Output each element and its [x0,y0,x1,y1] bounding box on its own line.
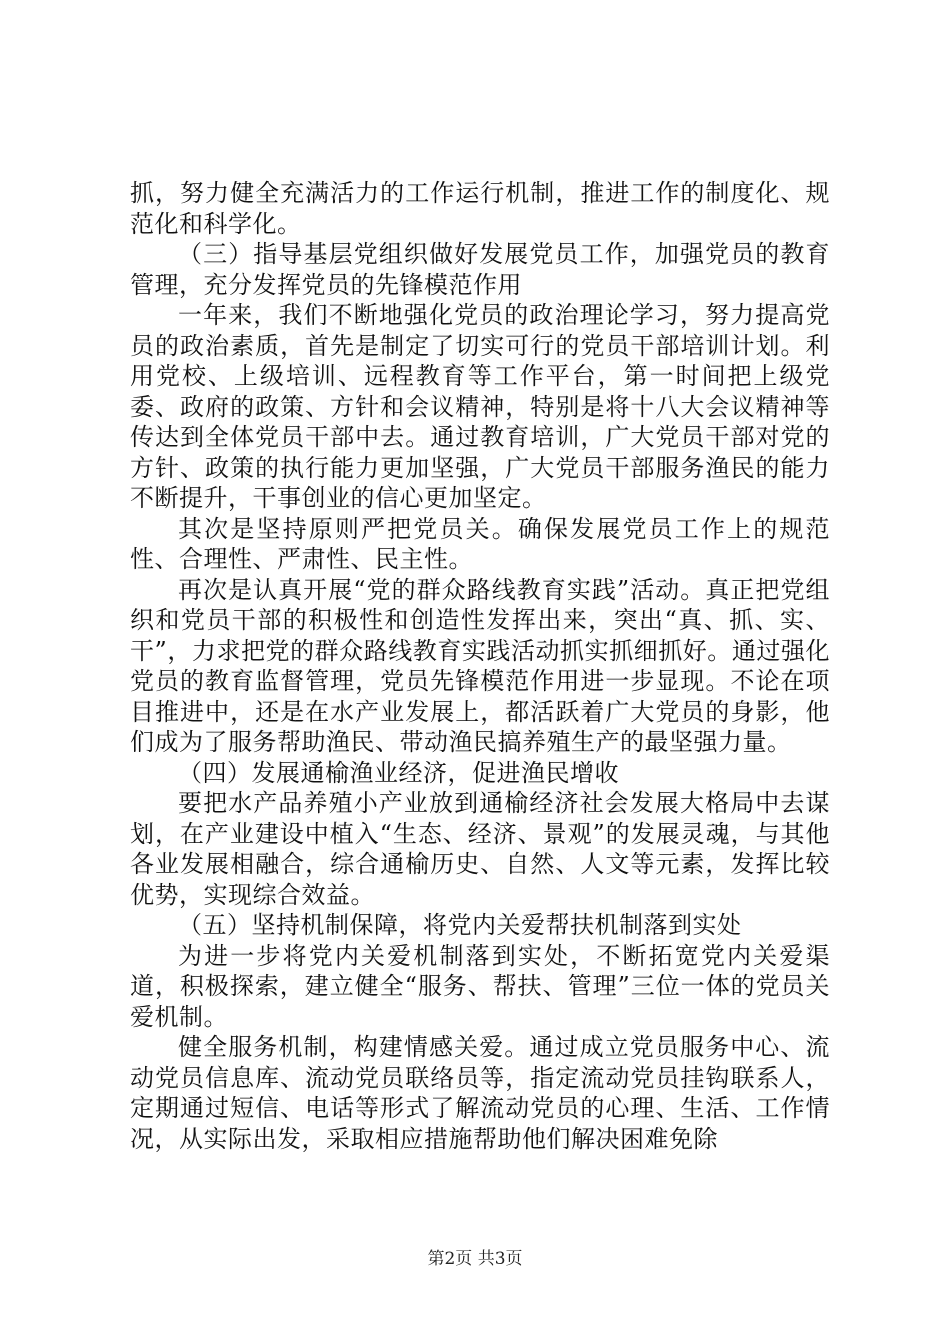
paragraph-service-mechanism: 健全服务机制，构建情感关爱。通过成立党员服务中心、流动党员信息库、流动党员联络员等，指定流动党员挂钩联系人，定期通过短信、电话等形式了解流动党员的心理、生活、工作情况，从实际出发，采取相应措施帮助他们解决困难免除 [130,1033,830,1153]
section-heading-4: （四）发展通榆渔业经济，促进渔民增收 [178,758,619,787]
document-body [130,178,830,1154]
paragraph-care-mechanism: 为进一步将党内关爱机制落到实处，不断拓宽党内关爱渠道，积极探索，建立健全“服务、帮扶、管理”三位一体的党员关爱机制。 [130,941,830,1031]
paragraph-continuation: 抓，努力健全充满活力的工作运行机制，推进工作的制度化、规范化和科学化。 [130,179,830,238]
paragraph-training: 一年来，我们不断地强化党员的政治理论学习，努力提高党员的政治素质，首先是制定了切实可行的党员干部培训计划。利用党校、上级培训、远程教育等工作平台，第一时间把上级党委、政府的政策、方针和会议精神，特别是将十八大会议精神等传达到全体党员干部中去。通过教育培训，广大党员干部对党的方针、政策的执行能力更加坚强，广大党员干部服务渔民的能力不断提升，干事创业的信心更加坚定。 [130,301,830,512]
section-heading-3: （三）指导基层党组织做好发展党员工作，加强党员的教育管理，充分发挥党员的先锋模范作用 [130,240,830,299]
section-heading-5: （五）坚持机制保障，将党内关爱帮扶机制落到实处 [178,911,742,939]
paragraph-fishery-economy: 要把水产品养殖小产业放到通榆经济社会发展大格局中去谋划，在产业建设中植入“生态、经济、景观”的发展灵魂，与其他各业发展相融合，综合通榆历史、自然、人文等元素，发挥比较优势，实现综合效益。 [130,789,830,909]
paragraph-membership-control: 其次是坚持原则严把党员关。确保发展党员工作上的规范性、合理性、严肃性、民主性。 [130,514,830,573]
paragraph-mass-line: 再次是认真开展“党的群众路线教育实践”活动。真正把党组织和党员干部的积极性和创造性发挥出来，突出“真、抓、实、干”，力求把党的群众路线教育实践活动抓实抓细抓好。通过强化党员的教育监督管理，党员先锋模范作用进一步显现。不论在项目推进中，还是在水产业发展上，都活跃着广大党员的身影，他们成为了服务帮助渔民、带动渔民搞养殖生产的最坚强力量。 [130,575,830,756]
page-footer: 第2页 共3页 [427,1249,523,1269]
